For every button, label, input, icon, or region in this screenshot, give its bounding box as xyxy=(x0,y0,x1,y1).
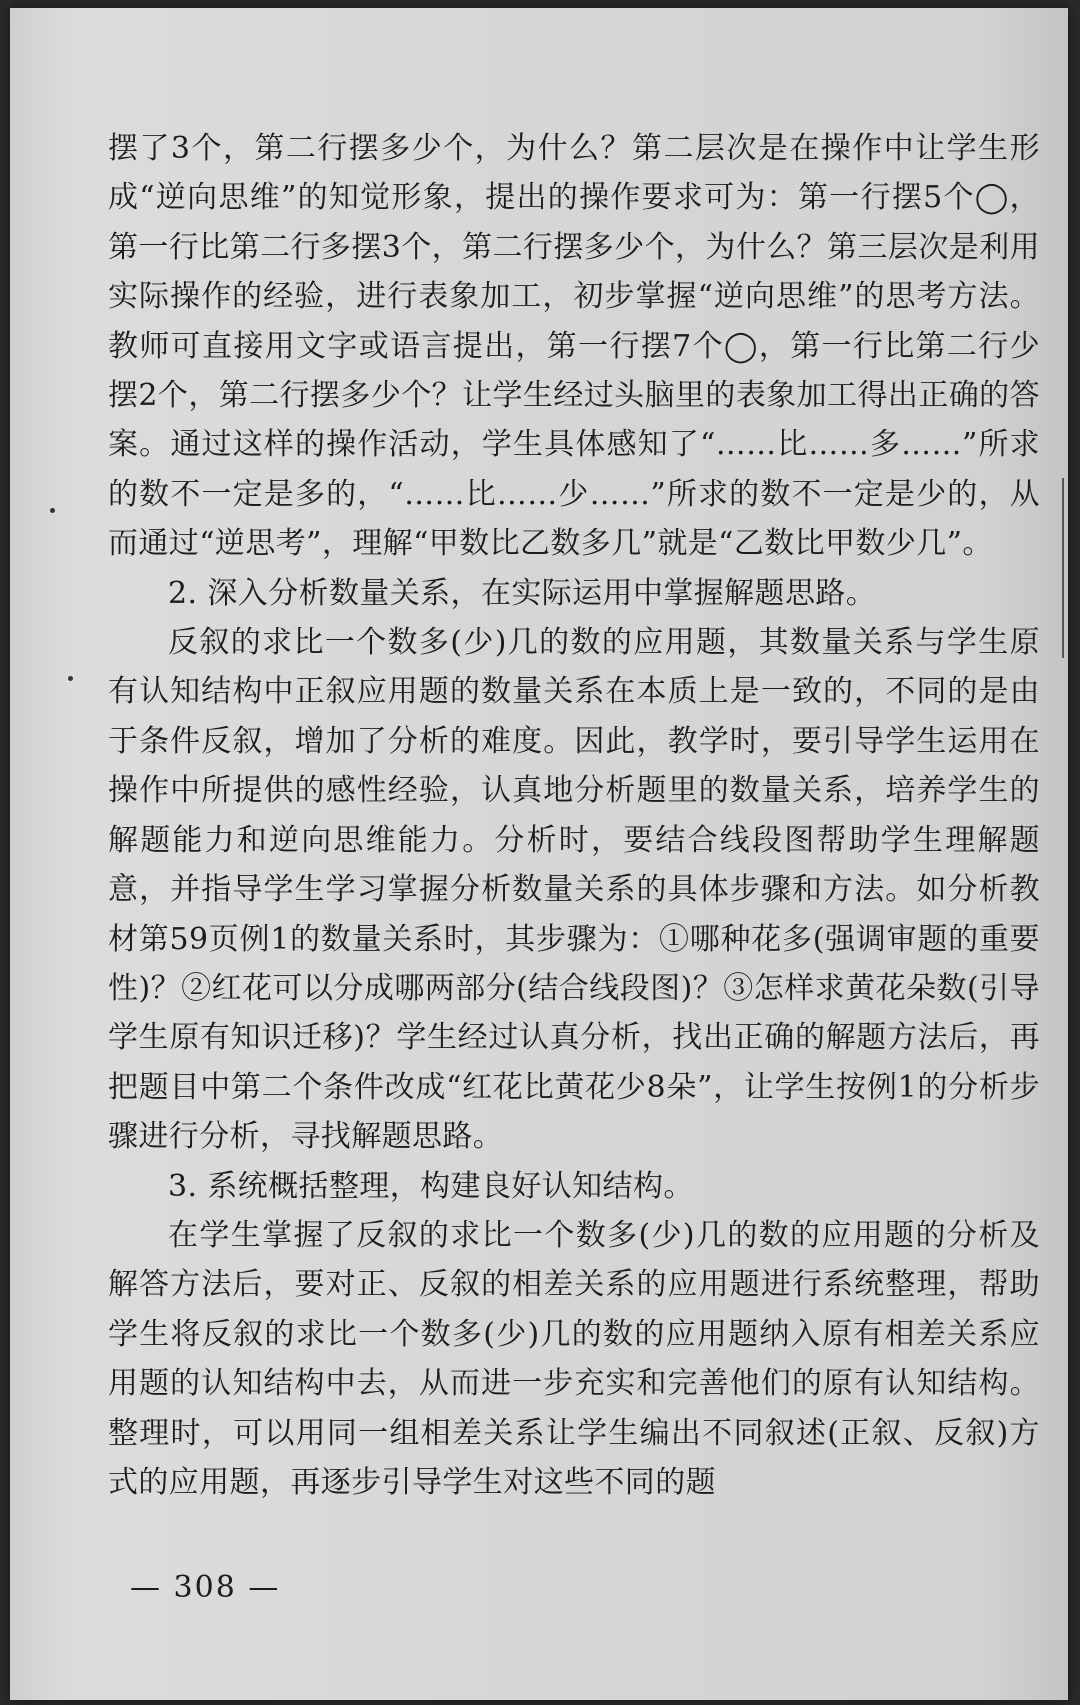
margin-line xyxy=(1062,478,1064,658)
paragraph-3: 在学生掌握了反叙的求比一个数多(少)几的数的应用题的分析及解答方法后，要对正、反叙的相差关系的应用题进行系统整理，帮助学生将反叙的求比一个数多(少)几的数的应用题纳入原有相差关系应用题的认知结构中去，从而进一步充实和完善他们的原有认知结构。整理时，可以用同一组相差关系让学生编出不同叙述(正叙、反叙)方式的应用题，再逐步引导学生对这些不同的题 xyxy=(108,1217,1040,1500)
speck xyxy=(68,676,73,681)
speck xyxy=(50,508,55,513)
paragraph-2: 反叙的求比一个数多(少)几的数的应用题，其数量关系与学生原有认知结构中正叙应用题的数量关系在本质上是一致的，不同的是由于条件反叙，增加了分析的难度。因此，教学时，要引导学生运用在操作中所提供的感性经验，认真地分析题里的数量关系，培养学生的解题能力和逆向思维能力。分析时，要结合线段图帮助学生理解题意，并指导学生学习掌握分析数量关系的具体步骤和方法。如分析教材第59页例1的数量关系时，其步骤为：①哪种花多(强调审题的重要性)？②红花可以分成哪两部分(结合线段图)？③怎样求黄花朵数(引导学生原有知识迁移)？学生经过认真分析，找出正确的解题方法后，再把题目中第二个条件改成“红花比黄花少8朵”，让学生按例1的分析步骤进行分析，寻找解题思路。 xyxy=(108,625,1040,1155)
paragraph-1: 摆了3个，第二行摆多少个，为什么？第二层次是在操作中让学生形成“逆向思维”的知觉形象，提出的操作要求可为：第一行摆5个◯，第一行比第二行多摆3个，第二行摆多少个，为什么？第三层次是利用实际操作的经验，进行表象加工，初步掌握“逆向思维”的思考方法。教师可直接用文字或语言提出，第一行摆7个◯，第一行比第二行少摆2个，第二行摆多少个？让学生经过头脑里的表象加工得出正确的答案。通过这样的操作活动，学生具体感知了“……比……多……”所求的数不一定是多的，“……比……少……”所求的数不一定是少的，从而通过“逆思考”，理解“甲数比乙数多几”就是“乙数比甲数少几”。 xyxy=(108,131,1040,562)
page-number: — 308 — xyxy=(130,1570,281,1605)
section-heading-3: 3. 系统概括整理，构建良好认知结构。 xyxy=(168,1168,694,1204)
page-body xyxy=(108,124,1040,1507)
section-heading-2: 2. 深入分析数量关系，在实际运用中掌握解题思路。 xyxy=(168,575,877,611)
